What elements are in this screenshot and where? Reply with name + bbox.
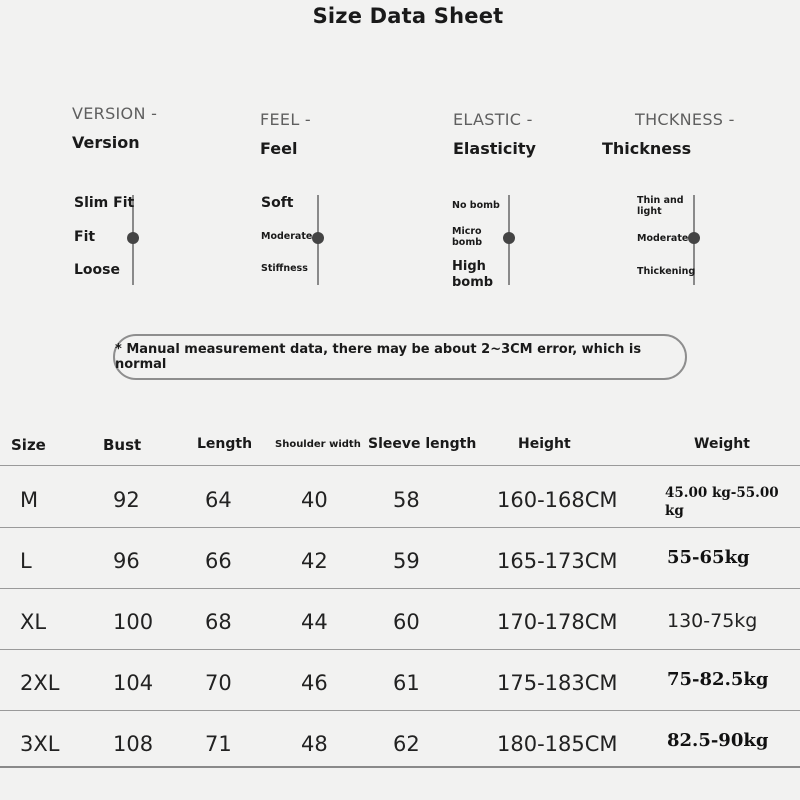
cell-shoulder-width: 42 [301,549,328,573]
cell-sleeve-length: 59 [393,549,420,573]
feel-scale-indicator [312,232,324,244]
cell-height: 180-185CM [497,732,618,756]
cell-length: 68 [205,610,232,634]
cell-length: 66 [205,549,232,573]
cell-size: M [20,488,39,512]
attribute-thickness-english: THCKNESS - [635,110,735,129]
measurement-note [113,334,687,380]
table-row [0,588,800,650]
cell-weight: 55-65kg [667,547,750,568]
cell-shoulder-width: 46 [301,671,328,695]
cell-sleeve-length: 62 [393,732,420,756]
version-label-loose: Loose [74,262,120,278]
header-shoulder-width: Shoulder width [275,439,361,450]
cell-length: 71 [205,732,232,756]
attribute-version-english: VERSION - [72,104,158,123]
attribute-version [72,104,252,152]
cell-sleeve-length: 60 [393,610,420,634]
cell-length: 64 [205,488,232,512]
feel-label-soft: Soft [261,195,294,211]
header-sleeve-length: Sleeve length [368,436,477,452]
cell-shoulder-width: 44 [301,610,328,634]
table-row [0,710,800,768]
table-row [0,527,800,589]
header-bust: Bust [103,436,142,454]
cell-length: 70 [205,671,232,695]
attribute-thickness [602,110,782,158]
thickness-label-thin-and-light: Thin and light [637,195,684,218]
cell-bust: 104 [113,671,154,695]
cell-size: XL [20,610,47,634]
header-weight: Weight [694,436,750,452]
attribute-elastic-name: Elasticity [453,139,536,158]
cell-height: 160-168CM [497,488,618,512]
version-label-fit: Fit [74,229,96,245]
table-row [0,466,800,528]
page-title: Size Data Sheet [312,4,504,28]
elastic-label-micro-bomb: Micro bomb [452,226,483,249]
cell-weight: 130-75kg [667,610,758,632]
feel-scale [261,193,361,288]
header-length: Length [197,436,253,452]
thickness-scale-indicator [688,232,700,244]
cell-size: L [20,549,32,573]
attribute-version-name: Version [72,133,140,152]
header-size: Size [11,436,46,454]
version-label-slim-fit: Slim Fit [74,195,135,211]
measurement-note-text: * Manual measurement data, there may be about 2~3CM error, which is normal [115,342,642,372]
cell-weight: 75-82.5kg [667,669,769,690]
attribute-feel-name: Feel [260,139,298,158]
cell-bust: 96 [113,549,140,573]
elastic-label-no-bomb: No bomb [452,200,500,211]
cell-bust: 108 [113,732,154,756]
header-height: Height [518,436,571,452]
cell-bust: 100 [113,610,154,634]
elastic-scale-indicator [503,232,515,244]
thickness-scale [637,193,737,288]
elastic-label-high-bomb: High bomb [452,259,494,290]
cell-sleeve-length: 58 [393,488,420,512]
attribute-elastic-english: ELASTIC - [453,110,533,129]
table-row [0,649,800,711]
feel-label-moderate: Moderate [261,231,313,242]
cell-weight: 82.5-90kg [667,730,769,751]
attribute-feel-english: FEEL - [260,110,311,129]
cell-weight: 45.00 kg-55.00 kg [665,485,779,519]
attribute-feel [260,110,440,158]
thickness-label-moderate: Moderate [637,233,689,244]
version-scale [74,193,194,288]
cell-shoulder-width: 48 [301,732,328,756]
cell-bust: 92 [113,488,140,512]
attribute-thickness-name: Thickness [602,139,692,158]
cell-shoulder-width: 40 [301,488,328,512]
thickness-label-thickening: Thickening [637,266,696,277]
feel-label-stiffness: Stiffness [261,263,308,274]
cell-height: 165-173CM [497,549,618,573]
cell-size: 2XL [20,671,60,695]
size-table-header [0,436,800,458]
cell-size: 3XL [20,732,60,756]
elastic-scale [452,193,552,293]
cell-height: 170-178CM [497,610,618,634]
cell-height: 175-183CM [497,671,618,695]
cell-sleeve-length: 61 [393,671,420,695]
version-scale-indicator [127,232,139,244]
